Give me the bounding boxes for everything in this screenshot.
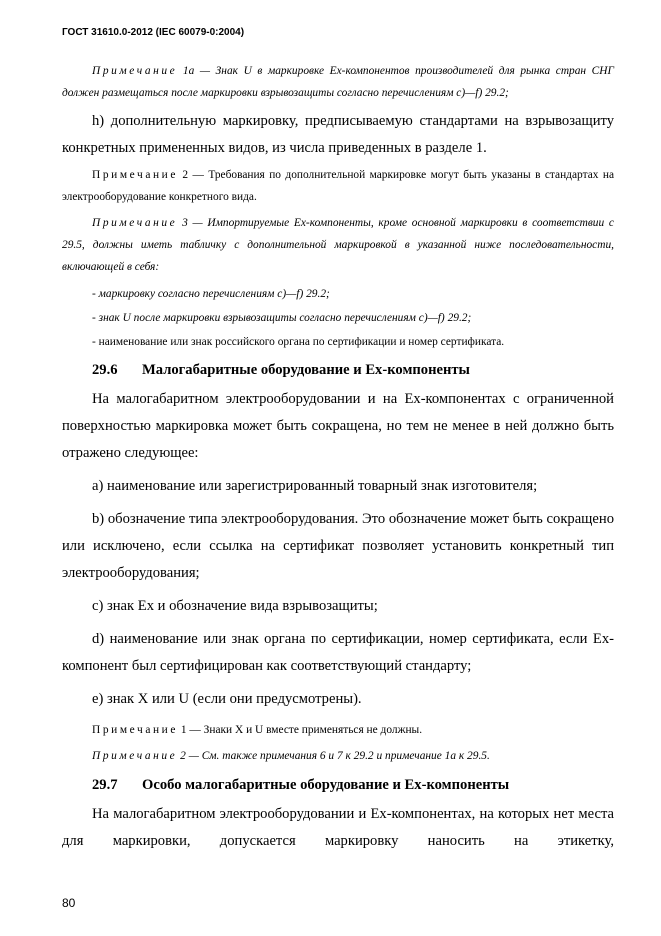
section-title: Малогабаритные оборудование и Ex-компоненты — [142, 362, 470, 378]
section-29-6-intro: На малогабаритном электрооборудовании и на Ex-компонентах с ограниченной поверхностью маркировка может быть сокращена, но тем не менее в ней должно быть отражено следующее: — [62, 391, 614, 461]
note-label: Примечание — [92, 217, 178, 229]
page-content — [62, 60, 614, 857]
note-label: Примечание — [92, 169, 179, 181]
note-text: 3 — Импортируемые Ex-компоненты, кроме основной маркировки в соответствии с 29.5, должны иметь табличку с дополнительной маркировкой в указанной ниже последовательности, включающей в себя: — [62, 217, 614, 273]
note-label: Примечание — [92, 65, 178, 77]
note-text: 2 — Требования по дополнительной маркировке могут быть указаны в стандартах на электрооборудование конкретного вида. — [62, 169, 614, 203]
section-29-6-item: e) знак X или U (если они предусмотрены). — [92, 691, 362, 707]
section-number: 29.7 — [92, 777, 118, 793]
section-heading-29-7 — [62, 771, 614, 799]
note-1a — [62, 60, 614, 104]
section-title: Особо малогабаритные оборудование и Ex-компоненты — [142, 777, 510, 793]
section-29-6-item: c) знак Ex и обозначение вида взрывозащиты; — [92, 598, 378, 614]
note-label: Примечание — [92, 724, 179, 736]
note-29-6-2 — [62, 745, 614, 767]
page-number: 80 — [62, 896, 76, 910]
section-heading-29-6 — [62, 356, 614, 384]
document-header: ГОСТ 31610.0-2012 (IEC 60079-0:2004) — [62, 27, 245, 38]
note-3 — [62, 212, 614, 278]
section-29-6-item: a) наименование или зарегистрированный товарный знак изготовителя; — [92, 478, 538, 494]
section-number: 29.6 — [92, 362, 118, 378]
note-3-item: - наименование или знак российского органа по сертификации и номер сертификата. — [92, 336, 505, 348]
note-text: 2 — См. также примечания 6 и 7 к 29.2 и примечание 1а к 29.5. — [177, 750, 490, 762]
section-29-7-intro: На малогабаритном электрооборудовании и Ex-компонентах, на которых нет места для маркировки, допускается маркировку наносить на этикетку, — [62, 806, 614, 849]
note-3-item: - маркировку согласно перечислениям с)—f) 29.2; — [92, 288, 330, 300]
note-text: 1а — Знак U в маркировке Ex-компонентов производителей для рынка стран СНГ должен размещаться после маркировки взрывозащиты согласно перечислениям с)—f) 29.2; — [62, 65, 614, 99]
section-29-6-item: d) наименование или знак органа по сертификации, номер сертификата, если Ex-компонент был сертифицирован как соответствующий стандарту; — [62, 631, 614, 674]
list-item-h: h) дополнительную маркировку, предписываемую стандартами на взрывозащиту конкретных примененных видов, из числа приведенных в разделе 1. — [62, 113, 614, 156]
section-29-6-item: b) обозначение типа электрооборудования. Это обозначение может быть сокращено или исключено, если ссылка на сертификат позволяет установить конкретный тип электрооборудования; — [62, 511, 614, 581]
note-label: Примечание — [92, 750, 178, 762]
note-2 — [62, 164, 614, 208]
note-text: 1 — Знаки X и U вместе применяться не должны. — [178, 724, 423, 736]
note-29-6-1 — [62, 719, 614, 741]
note-3-item: - знак U после маркировки взрывозащиты согласно перечислениям с)—f) 29.2; — [92, 312, 472, 324]
